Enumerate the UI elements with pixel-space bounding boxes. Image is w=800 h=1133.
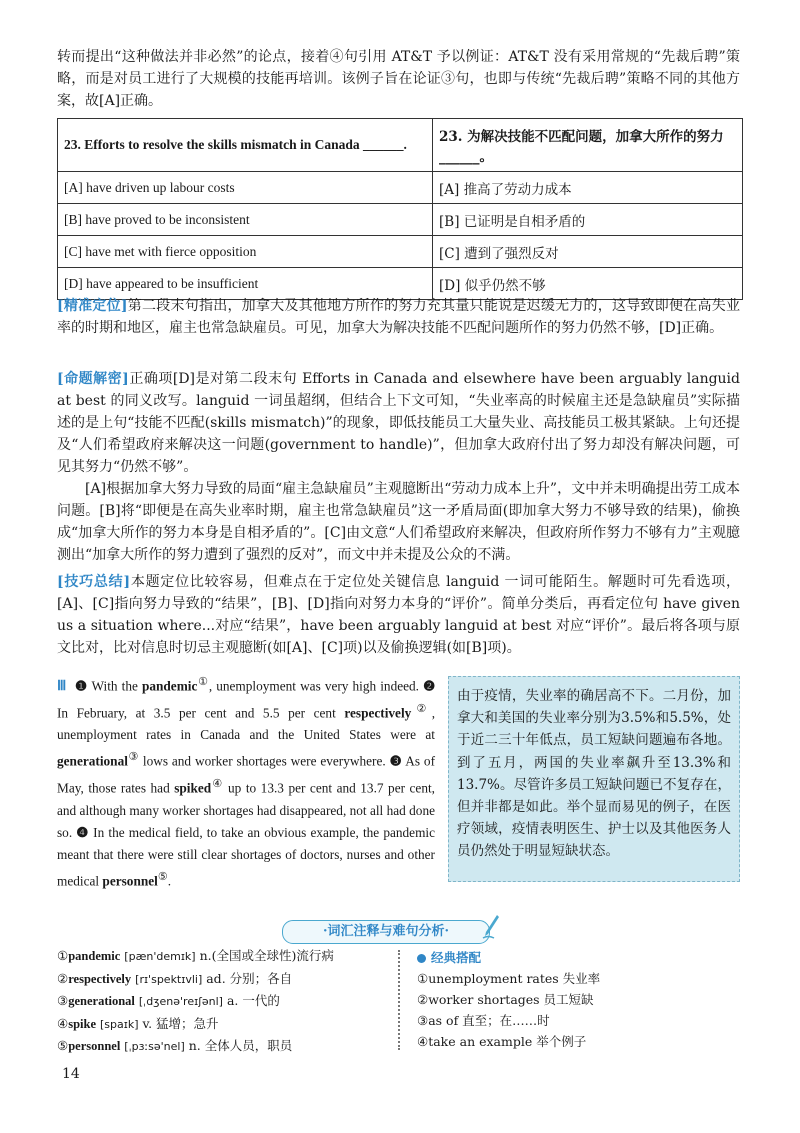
- collocation-item: ①unemployment rates 失业率: [417, 971, 601, 986]
- vocab-section-title: ·词汇注释与难句分析·: [282, 920, 490, 944]
- analysis-distractors-paragraph: [A]根据加拿大努力导致的局面“雇主急缺雇员”主观臆断出“劳动力成本上升”，文中并未明确提出劳工成本问题。[B]将“即便是在高失业率时期，雇主也常急缺雇员”这一矛盾局面(即加拿大努力不够导致的结果)，偷换成“加拿大所作的努力本身是自相矛盾的”。[C]由文意“人们希望政府来解决，但政府所作努力不够有力”主观臆测出“加拿大所作的努力遭到了强烈的反对”，而文中并未提及公众的不满。: [57, 481, 740, 563]
- section-mark: Ⅲ: [57, 678, 67, 694]
- vocab-word-personnel: personnel: [102, 873, 158, 889]
- vocab-definition: n.(全国或全球性)流行病: [199, 948, 334, 963]
- locate-tag: [精准定位]: [57, 298, 128, 314]
- page-number: 14: [62, 1066, 80, 1082]
- vocab-phonetic: [ˌpɜːsə'nel]: [124, 1040, 185, 1053]
- english-passage: [57, 671, 435, 893]
- vocab-definition: ad. 分别；各自: [206, 970, 293, 986]
- option-c-en: [C] have met with fierce opposition: [58, 236, 433, 268]
- question-stem-row: [58, 119, 743, 172]
- sentence-1-part-b: , unemployment was very high indeed.: [208, 678, 419, 694]
- vocab-phonetic: [pæn'demɪk]: [124, 950, 196, 963]
- column-divider: [398, 950, 408, 1050]
- vocab-word: spike: [68, 1016, 97, 1031]
- option-row-a: [58, 172, 743, 204]
- vocab-number: ①: [57, 948, 69, 963]
- vocab-item: [57, 1035, 397, 1058]
- vocab-item: [57, 1013, 397, 1036]
- ref-4: ④: [211, 778, 224, 791]
- option-d-en: [D] have appeared to be insufficient: [58, 268, 433, 300]
- vocab-word-respectively: respectively: [344, 705, 412, 721]
- vocab-word-spiked: spiked: [174, 780, 212, 796]
- ref-2: ②: [411, 702, 432, 715]
- intro-paragraph: 转而提出“这种做法并非必然”的论点，接着④句引用 AT&T 予以例证：AT&T 没有采用常规的“先裁后聘”策略，而是对员工进行了大规模的技能再培训。该例子旨在论证③句，也即与传统“先裁后聘”策略不同的其他方案，故[A]正确。: [57, 49, 740, 109]
- option-row-c: [58, 236, 743, 268]
- sentence-2-number: ❷: [423, 678, 435, 694]
- collocations-title: 经典搭配: [431, 950, 482, 965]
- vocab-word-pandemic: pandemic: [141, 678, 198, 694]
- vocab-number: ②: [57, 970, 69, 986]
- sentence-3-part-b: up to 13.3 per cent and 13.7 per cent, and although many worker shortages had disappeared, not all had done so.: [57, 780, 436, 840]
- vocab-word: generational: [68, 994, 135, 1008]
- vocab-word-generational: generational: [57, 753, 128, 769]
- vocab-phonetic: [rɪ'spektɪvli]: [135, 972, 203, 986]
- vocab-word: personnel: [68, 1039, 121, 1053]
- tips-paragraph: [57, 571, 740, 659]
- analysis-tag: [命题解密]: [57, 371, 129, 387]
- locate-paragraph: [57, 295, 740, 339]
- collocation-item: ②worker shortages 员工短缺: [417, 992, 594, 1007]
- sentence-2-part-b: , unemployment rates in Canada and the United States were at: [57, 705, 436, 743]
- vocab-item: [57, 968, 397, 991]
- vocab-number: ④: [57, 1015, 69, 1031]
- vocab-list: [57, 945, 397, 1058]
- option-d-cn: [D] 似乎仍然不够: [433, 268, 743, 300]
- tips-tag: [技巧总结]: [57, 574, 131, 590]
- analysis-text: 正确项[D]是对第二段末句 Efforts in Canada and elsewhere have been arguably languid at best 的同义改写。languid 一词虽超纲，但结合上下文可知，“失业率高的时候雇主还是急缺雇员”实际描述的是上句“技能不匹配(skills mismatch)”的现象，即低技能员工大量失业、高技能员工极其紧缺。上句还提及“人们希望政府来解决这一问题(government to handle)”，但加拿大政府付出了努力却没有解决问题，可见其努力“仍然不够”。: [57, 371, 740, 475]
- question-stem-cn: 23. 为解决技能不匹配问题，加拿大所作的努力______。: [433, 119, 743, 172]
- vocab-item: [57, 990, 397, 1013]
- collocations-list: [417, 947, 737, 1052]
- chinese-translation: 由于疫情，失业率的确居高不下。二月份，加拿大和美国的失业率分别为3.5%和5.5%，处于近二三十年低点，员工短缺问题遍布各地。到了五月，两国的失业率飙升至13.3%和13.7%。尽管许多员工短缺问题已不复存在，但并非都是如此。举个显而易见的例子，在医疗领域，疫情表明医生、护士以及其他医务人员仍然处于明显短缺状态。: [448, 676, 740, 882]
- collocation-item: ④take an example 举个例子: [417, 1034, 587, 1049]
- sentence-2-part-c: lows and worker shortages were everywhere.: [142, 753, 386, 769]
- vocab-definition: n. 全体人员，职员: [188, 1038, 293, 1053]
- option-b-en: [B] have proved to be inconsistent: [58, 204, 433, 236]
- vocab-definition: v. 猛增；急升: [142, 1015, 219, 1031]
- sentence-3-number: ❸: [389, 753, 403, 769]
- ref-3: ③: [127, 751, 139, 764]
- sentence-1-number: ❶: [75, 678, 88, 694]
- analysis-paragraph: [57, 368, 740, 478]
- vocab-definition: a. 一代的: [226, 993, 280, 1008]
- option-a-cn: [A] 推高了劳动力成本: [433, 172, 743, 204]
- option-b-cn: [B] 已证明是自相矛盾的: [433, 204, 743, 236]
- question-stem-en: 23. Efforts to resolve the skills mismatch in Canada ______.: [58, 119, 433, 172]
- tips-text: 本题定位比较容易，但难点在于定位处关键信息 languid 一词可能陌生。解题时可先看选项，[A]、[C]指向努力导致的“结果”，[B]、[D]指向对努力本身的“评价”。简单分类后，再看定位句 have given us a situation where...对应“结果”，have been arguably languid at best 对应“评价”。最后将各项与原文比对，比对信息时切忌主观臆断(如[A]、[C]项)以及偷换逻辑(如[B]项)。: [57, 574, 740, 656]
- ref-5: ⑤: [157, 871, 168, 884]
- sentence-4-number: ❹: [76, 824, 90, 840]
- option-c-cn: [C] 遭到了强烈反对: [433, 236, 743, 268]
- vocab-phonetic: [spaɪk]: [100, 1017, 139, 1031]
- vocab-word: pandemic: [68, 949, 121, 963]
- vocab-number: ③: [57, 993, 69, 1008]
- sentence-4-part-b: .: [167, 873, 172, 889]
- pen-icon: [482, 914, 500, 940]
- sentence-1-part-a: With the: [91, 678, 138, 694]
- ref-1: ①: [197, 676, 209, 688]
- vocab-number: ⑤: [57, 1038, 69, 1053]
- option-a-en: [A] have driven up labour costs: [58, 172, 433, 204]
- vocab-phonetic: [ˌdʒenə'reɪʃənl]: [138, 995, 223, 1008]
- bullet-dot-icon: [417, 954, 426, 963]
- vocab-word: respectively: [68, 971, 132, 986]
- locate-text: 第二段末句指出，加拿大及其他地方所作的努力充其量只能说是迟缓无力的，这导致即便在高失业率的时期和地区，雇主也常急缺雇员。可见，加拿大为解决技能不匹配问题所作的努力仍然不够，[D]正确。: [57, 298, 741, 336]
- option-row-b: [58, 204, 743, 236]
- sentence-3-part-a: As of May, those rates had: [57, 753, 436, 796]
- vocab-item: [57, 945, 397, 968]
- sentence-2-part-a: In February, at 3.5 per cent and 5.5 per cent: [57, 705, 336, 721]
- collocation-item: ③as of 直至；在……时: [417, 1013, 550, 1028]
- question-options-table: [57, 118, 743, 300]
- sentence-4-part-a: In the medical field, to take an obvious example, the pandemic meant that there were still clear shortages of doctors, nurses and other medical: [57, 824, 436, 889]
